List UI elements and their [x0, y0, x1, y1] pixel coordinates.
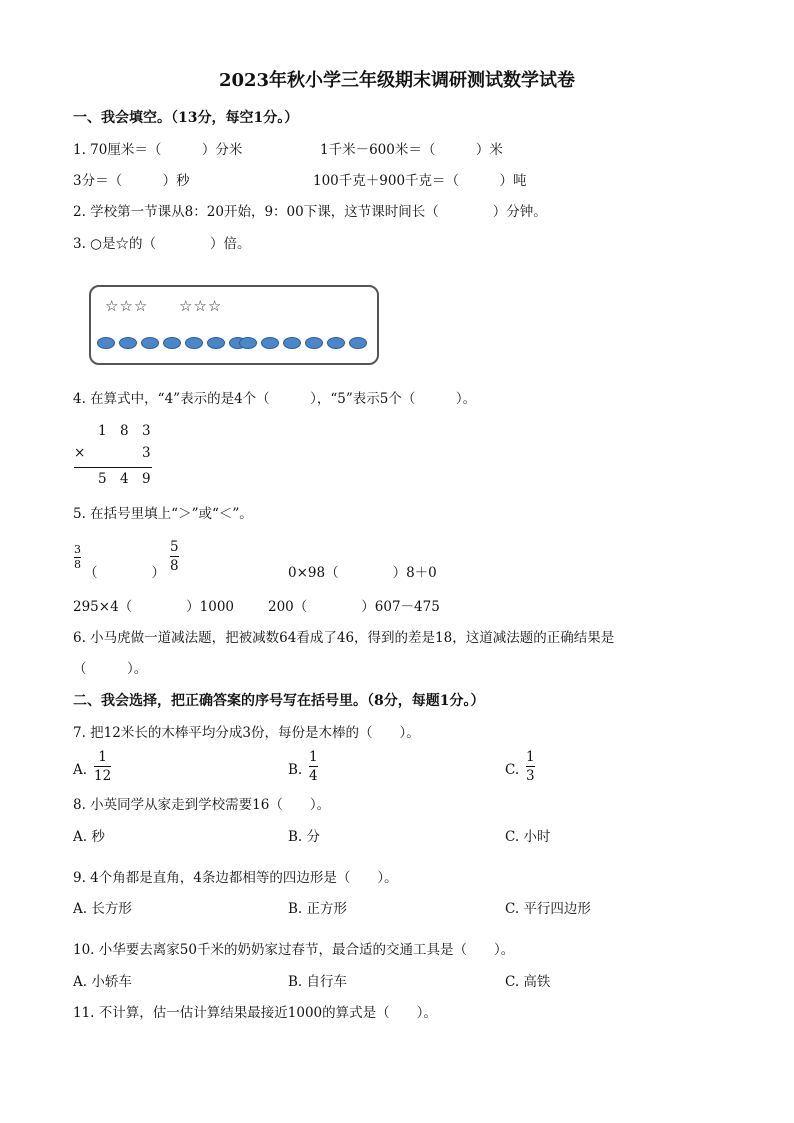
q9-text: 9. 4个角都是直角，4条边都相等的四边形是（ ）。	[73, 870, 398, 886]
q11-text: 11. 不计算，估一估计算结果最接近1000的算式是（ ）。	[73, 1005, 437, 1021]
digit: 3	[142, 423, 151, 439]
q8-option-c: C. 小时	[505, 829, 551, 845]
denominator: 4	[309, 768, 318, 784]
q6-line2: （ ）。	[73, 661, 148, 677]
q7-option-a-label: A.	[73, 762, 88, 778]
fraction-3-8	[74, 544, 81, 571]
oval-icon	[119, 337, 137, 349]
oval-icon	[239, 337, 257, 349]
section2-heading: 二、我会选择，把正确答案的序号写在括号里。（8分，每题1分。）	[73, 693, 485, 709]
oval-icon	[327, 337, 345, 349]
q1-part-a: 1. 70厘米＝（ ）分米	[73, 142, 243, 158]
oval-icon	[261, 337, 279, 349]
multiply-sign: ×	[74, 445, 86, 461]
q9-option-a: A. 长方形	[73, 901, 132, 917]
q10-option-a: A. 小轿车	[73, 974, 132, 990]
calc-line	[74, 467, 152, 468]
star-group-2: ☆☆☆	[179, 297, 223, 315]
digit: 4	[120, 471, 129, 487]
denominator: 8	[74, 558, 81, 571]
oval-icon	[283, 337, 301, 349]
dot-group-1	[97, 337, 247, 349]
star-group-1: ☆☆☆	[105, 297, 149, 315]
numerator: 1	[309, 749, 318, 765]
numerator: 5	[170, 539, 179, 555]
q7-option-c-label: C.	[505, 762, 520, 778]
numerator: 1	[526, 749, 535, 765]
vertical-multiplication	[74, 423, 152, 493]
oval-icon	[141, 337, 159, 349]
q4-text: 4. 在算式中，“4”表示的是4个（ ），“5”表示5个（ ）。	[73, 391, 477, 407]
digit: 1	[98, 423, 107, 439]
oval-icon	[305, 337, 323, 349]
q2-text: 2. 学校第一节课从8：20开始，9：00下课，这节课时间长（ ）分钟。	[73, 204, 547, 220]
q9-option-c: C. 平行四边形	[505, 901, 591, 917]
digit: 5	[98, 471, 107, 487]
numerator: 3	[74, 543, 81, 556]
digit: 3	[142, 445, 151, 461]
q7-option-b-fraction	[309, 749, 318, 784]
numerator: 1	[98, 749, 107, 765]
q10-text: 10. 小华要去离家50千米的奶奶家过春节，最合适的交通工具是（ ）。	[73, 942, 515, 958]
q8-option-b: B. 分	[288, 829, 321, 845]
oval-icon	[163, 337, 181, 349]
q5-expr-3: 295×4（ ）1000	[73, 599, 235, 615]
q8-text: 8. 小英同学从家走到学校需要16（ ）。	[73, 797, 331, 813]
q10-option-c: C. 高铁	[505, 974, 551, 990]
page-title: 2023年秋小学三年级期末调研测试数学试卷	[218, 70, 576, 91]
q7-option-a-fraction	[94, 749, 111, 784]
q6-line1: 6. 小马虎做一道减法题，把被减数64看成了46，得到的差是18，这道减法题的正确结果是	[73, 630, 615, 646]
q10-option-b: B. 自行车	[288, 974, 348, 990]
oval-icon	[97, 337, 115, 349]
q5-text: 5. 在括号里填上“＞”或“＜”。	[73, 506, 253, 522]
oval-icon	[207, 337, 225, 349]
q5-paren-1: （ ）	[84, 565, 165, 581]
oval-icon	[349, 337, 367, 349]
denominator: 3	[526, 768, 535, 784]
oval-icon	[185, 337, 203, 349]
q5-expr-2: 0×98（ ）8＋0	[288, 565, 437, 581]
q8-option-a: A. 秒	[73, 829, 105, 845]
section1-heading: 一、我会填空。（13分，每空1分。）	[73, 110, 299, 126]
fraction-5-8	[170, 539, 179, 574]
q1-part-d: 100千克＋900千克＝（ ）吨	[313, 173, 527, 189]
digit: 9	[142, 471, 151, 487]
dot-group-2	[239, 337, 367, 349]
q1-part-c: 3分＝（ ）秒	[73, 173, 190, 189]
digit: 8	[120, 423, 129, 439]
denominator: 12	[94, 768, 112, 784]
q3-diagram	[89, 285, 379, 365]
q7-text: 7. 把12米长的木棒平均分成3份，每份是木棒的（ ）。	[73, 725, 420, 741]
q9-option-b: B. 正方形	[288, 901, 348, 917]
q5-expr-4: 200（ ）607－475	[268, 599, 440, 615]
denominator: 8	[170, 558, 179, 574]
q1-part-b: 1千米－600米＝（ ）米	[320, 142, 503, 158]
q7-option-b-label: B.	[288, 762, 303, 778]
q3-text: 3. ○是☆的（ ）倍。	[73, 236, 251, 252]
q7-option-c-fraction	[526, 749, 535, 784]
